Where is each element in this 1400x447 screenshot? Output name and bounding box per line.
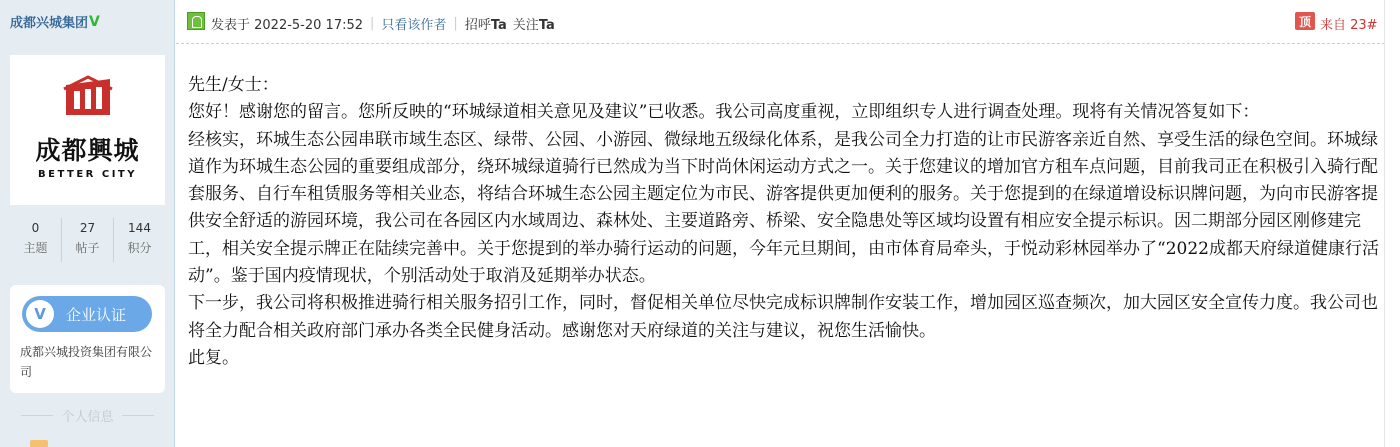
stat-posts[interactable] — [61, 218, 113, 262]
logo-text-cn: 成都興城 — [35, 136, 140, 165]
only-author-link[interactable]: 只看该作者 — [381, 18, 447, 33]
stat-points-label: 积分 — [127, 241, 152, 255]
post-paragraph: 您好！感谢您的留言。您所反映的“环城绿道相关意见及建议”已收悉。我公司高度重视，立即组织专人进行调查处理。现将有关情况答复如下： — [188, 102, 1260, 123]
author-sidebar — [0, 0, 175, 447]
section-title-text: 个人信息 — [61, 410, 114, 425]
user-stats — [10, 218, 165, 262]
post-body — [188, 72, 1380, 372]
floor-number-link[interactable]: 来自 23# — [1320, 18, 1378, 33]
top-icon[interactable]: 顶 — [1295, 12, 1315, 30]
enterprise-cert-badge[interactable] — [22, 296, 152, 332]
follow-link[interactable] — [513, 14, 555, 33]
scrollbar[interactable] — [1384, 0, 1400, 447]
company-name: 成都兴城投资集团有限公司 — [20, 345, 153, 379]
cert-v-icon: V — [26, 300, 54, 328]
post-paragraph: 先生/女士： — [188, 75, 279, 95]
author-name[interactable]: 成都兴城集团 — [10, 16, 89, 31]
stat-topics-label: 主题 — [23, 241, 48, 255]
logo-text-en: BETTER CITY — [38, 169, 137, 180]
company-logo-icon — [60, 75, 116, 119]
stat-points-value[interactable]: 144 — [128, 221, 151, 235]
stat-topics[interactable] — [10, 218, 61, 262]
separator: | — [370, 16, 375, 31]
greet-ta[interactable]: Ta — [490, 18, 507, 33]
post-date: 发表于 2022-5-20 17:52 — [211, 18, 364, 33]
online-status-icon — [187, 12, 205, 30]
author-name-link[interactable] — [10, 12, 100, 31]
post-paragraph: 下一步，我公司将积极推进骑行相关服务招引工作，同时，督促相关单位尽快完成标识牌制作安装工作，增加园区巡查频次，加大园区安全宣传力度。我公司也将全力配合相关政府部门承办各类全民健身活动。感谢您对天府绿道的关注与建议，祝您生活愉快。 — [188, 293, 1378, 341]
post-paragraph: 经核实，环城生态公园串联市域生态区、绿带、公园、小游园、微绿地五级绿化体系，是我公司全力打造的让市民游客亲近自然、享受生活的绿色空间。环城绿道作为环城生态公园的重要组成部分，绕环城绿道骑行已然成为当下时尚休闲运动方式之一。关于您建议的增加官方租车点问题，目前我司正在积极引入骑行配套服务、自行车租赁服务等相关业态，将结合环城生态公园主题定位为市民、游客提供更加便利的服务。关于您提到的在绿道增设标识牌问题，为向市民游客提供安全舒适的游园环境，我公司在各园区内水域周边、森林处、主要道路旁、桥梁、安全隐患处等区域均设置有相应安全提示标识。因二期部分园区刚修建完工，相关安全提示牌正在陆续完善中。关于您提到的举办骑行运动的问题，今年元旦期间，由市体育局牵头，于悦动彩林园举办了“2022成都天府绿道健康行活动”。鉴于国内疫情现状，个别活动处于取消及延期举办状态。 — [188, 129, 1379, 287]
cert-label: 企业认证 — [66, 305, 127, 324]
stat-points[interactable] — [113, 218, 165, 262]
follow-label[interactable]: 关注 — [512, 18, 539, 33]
greet-link[interactable] — [465, 14, 507, 33]
avatar[interactable] — [10, 55, 165, 205]
certification-card — [10, 285, 165, 393]
separator: | — [453, 16, 458, 31]
stat-posts-value[interactable]: 27 — [79, 221, 96, 235]
verified-icon: V — [89, 13, 100, 30]
stat-topics-value[interactable]: 0 — [31, 221, 40, 235]
post-meta — [211, 14, 555, 33]
post-header — [176, 0, 1400, 44]
post-paragraph: 此复。 — [188, 347, 239, 368]
greet-label[interactable]: 招呼 — [464, 18, 491, 33]
info-icon — [30, 440, 48, 447]
section-title-personal-info — [10, 406, 165, 425]
follow-ta[interactable]: Ta — [538, 18, 555, 33]
stat-posts-label: 帖子 — [75, 241, 100, 255]
